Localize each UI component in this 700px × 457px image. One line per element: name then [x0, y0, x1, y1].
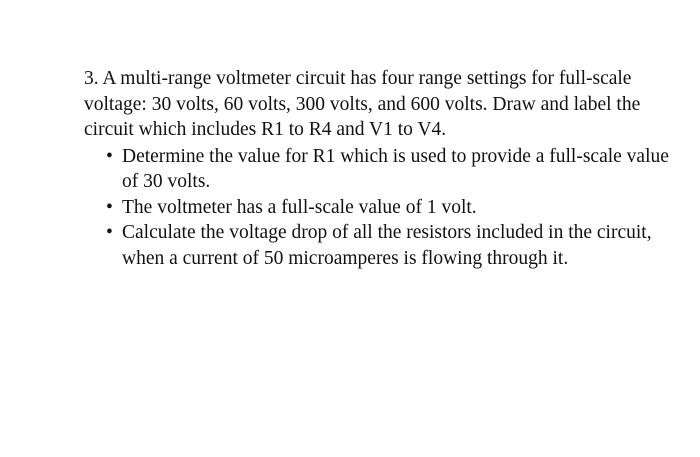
- bullet-list: [84, 144, 684, 272]
- bullet-dot: •: [106, 222, 113, 243]
- bullet-item-3: [106, 220, 684, 271]
- question-text: 3. A multi-range voltmeter circuit has four range settings for full-scale voltage: 30 volts, 60 volts, 300 volts, and 600 volts. Draw and label the circuit which includes R1 to R4 and V1 to V4.: [84, 68, 641, 140]
- bullet-text-2: The voltmeter has a full-scale value of 1 volt.: [122, 196, 477, 218]
- bullet-item-1: [106, 144, 684, 195]
- bullet-dot: •: [106, 196, 113, 218]
- question-block: [84, 66, 684, 271]
- bullet-dot: •: [106, 145, 113, 167]
- bullet-item-2: [106, 195, 684, 221]
- bullet-text-3: Calculate the voltage drop of all the resistors included in the circuit, when a current of 50 microamperes is flowing through it.: [122, 222, 652, 269]
- bullet-text-1: Determine the value for R1 which is used to provide a full-scale value of 30 volts.: [122, 145, 669, 192]
